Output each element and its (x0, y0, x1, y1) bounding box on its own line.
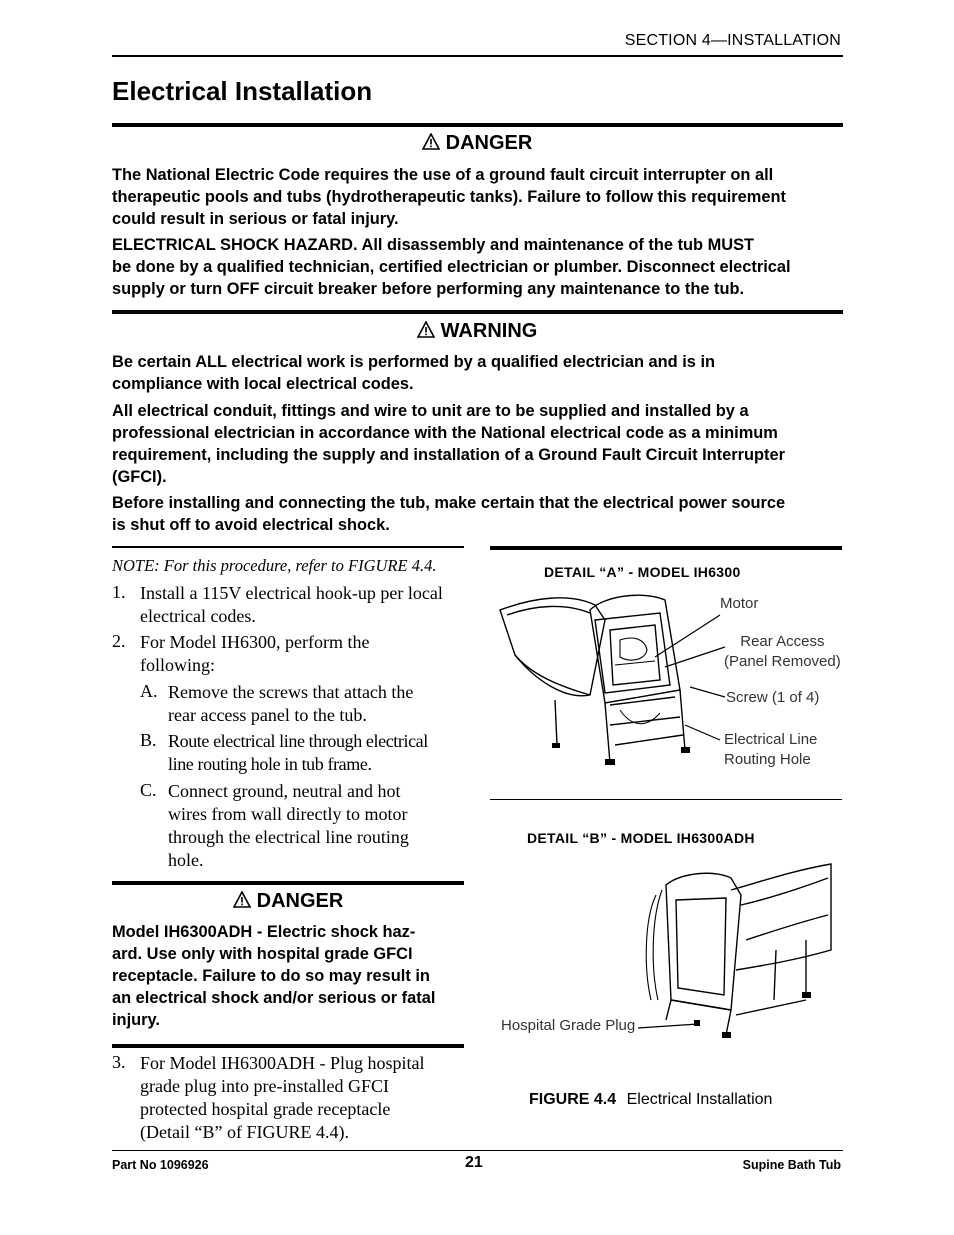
step-b-text: Route electrical line through electrical line routing hole in tub frame. (168, 731, 428, 774)
page-title: Electrical Installation (112, 76, 373, 106)
danger-heading: DANGER (112, 132, 842, 155)
figure-top-rule (490, 546, 842, 550)
warning-triangle-icon (417, 321, 435, 338)
callout-screw: Screw (1 of 4) (726, 689, 820, 706)
header-rule (112, 55, 843, 57)
danger2-bottom-rule (112, 1044, 464, 1048)
detail-b-label: DETAIL “B” - MODEL IH6300ADH (527, 830, 755, 846)
step-1-number: 1. (112, 582, 126, 602)
callout-line-plug (638, 1018, 708, 1038)
step-3-number: 3. (112, 1052, 126, 1072)
warning-heading: WARNING (112, 320, 842, 343)
step-3-text: For Model IH6300ADH - Plug hospital grade plug into pre-installed GFCI protected hospital grade receptacle (Detail “B” of FIGURE 4.4). (140, 1053, 425, 1142)
section-header: SECTION 4—INSTALLATION (624, 32, 841, 49)
detail-divider (490, 799, 842, 800)
danger-paragraph-2: ELECTRICAL SHOCK HAZARD. All disassembly and maintenance of the tub MUST be done by a qualified technician, certified electrician or plumber. Disconnect electrical supply or turn OFF circuit breaker before performing any maintenance to the tub. (112, 236, 791, 298)
step-2-number: 2. (112, 631, 126, 651)
callout-hospital-plug: Hospital Grade Plug (501, 1017, 636, 1034)
callout-motor: Motor (720, 595, 759, 612)
step-b-letter: B. (140, 730, 157, 750)
warning-triangle-icon (233, 891, 251, 908)
footer-part-number: Part No 1096926 (112, 1158, 209, 1172)
tub-ih6300adh-illustration (636, 860, 836, 1040)
warning-top-rule (112, 310, 843, 314)
danger2-top-rule (112, 881, 464, 885)
step-1-text: Install a 115V electrical hook-up per local electrical codes. (140, 583, 443, 626)
figure-caption-text: Electrical Installation (626, 1091, 773, 1108)
danger-top-rule (112, 123, 843, 127)
figure-caption-label: FIGURE 4.4 (529, 1091, 617, 1108)
callout-electrical-line: Electrical Line Routing Hole (724, 731, 818, 768)
step-c-text: Connect ground, neutral and hot wires from wall directly to motor through the electrical line routing hole. (168, 781, 409, 870)
step-2-text: For Model IH6300, perform the following: (140, 632, 370, 675)
footer-page-number: 21 (465, 1154, 483, 1171)
procedure-note: NOTE: For this procedure, refer to FIGURE 4.4. (112, 556, 437, 575)
step-c-letter: C. (140, 780, 157, 800)
danger2-heading: DANGER (112, 890, 464, 913)
footer-rule (112, 1150, 843, 1151)
step-a-text: Remove the screws that attach the rear access panel to the tub. (168, 682, 414, 725)
warning-paragraph-2: All electrical conduit, fittings and wire to unit are to be supplied and installed by a professional electrician in accordance with the National electrical code as a minimum requirement, including the supply and installation of a Ground Fault Circuit Interrupter (GFCI). (112, 402, 785, 486)
figure-caption (529, 1091, 772, 1109)
warning-paragraph-3: Before installing and connecting the tub, make certain that the electrical power source is shut off to avoid electrical shock. (112, 494, 786, 534)
detail-a-label: DETAIL “A” - MODEL IH6300 (544, 564, 741, 580)
warning-paragraph-1: Be certain ALL electrical work is performed by a qualified electrician and is in compliance with local electrical codes. (112, 353, 716, 393)
callout-rear-access: Rear Access (Panel Removed) (724, 633, 841, 670)
danger2-paragraph: Model IH6300ADH - Electric shock haz- ard. Use only with hospital grade GFCI receptacle. Failure to do so may result in an electrical shock and/or serious or fatal injury. (112, 923, 436, 1029)
warning-triangle-icon (422, 133, 440, 150)
left-column-rule (112, 546, 464, 548)
footer-product-name: Supine Bath Tub (742, 1158, 841, 1172)
callout-lines-a (600, 595, 730, 755)
step-a-letter: A. (140, 681, 158, 701)
danger-paragraph-1: The National Electric Code requires the use of a ground fault circuit interrupter on all therapeutic pools and tubs (hydrotherapeutic tanks). Failure to follow this requirement could result in serious or fatal injury. (112, 166, 786, 228)
